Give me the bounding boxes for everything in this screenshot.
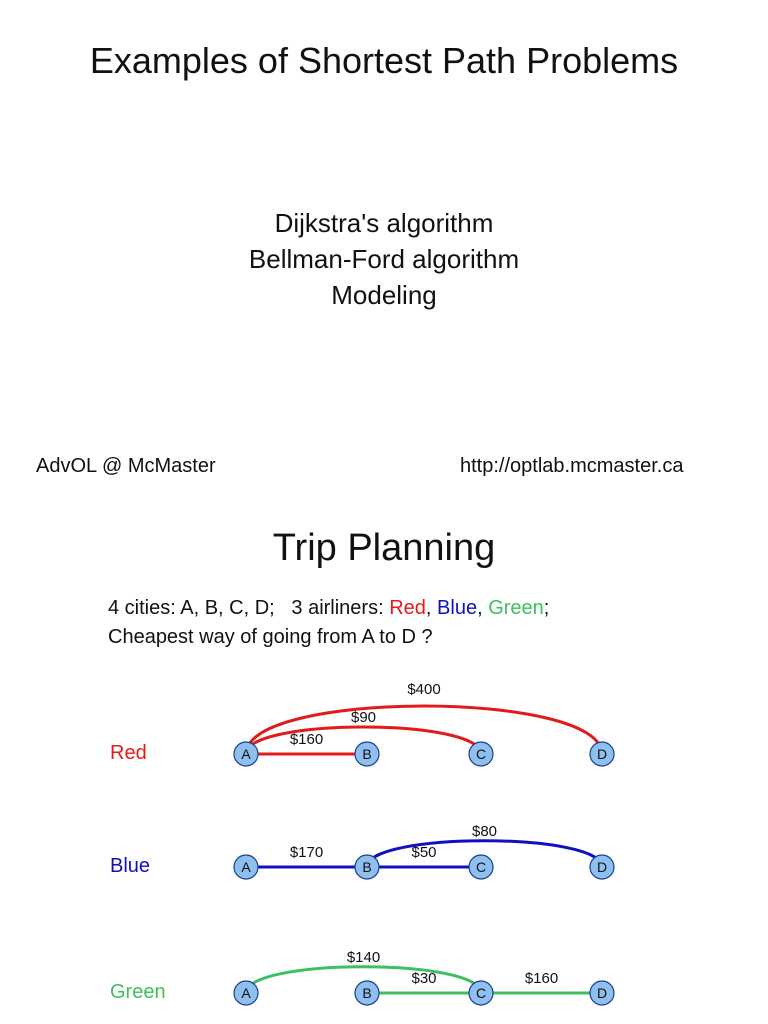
subtitle-line-bellman-ford: Bellman-Ford algorithm	[248, 244, 520, 274]
edge-green-a-c-cost: $140	[346, 949, 381, 966]
edge-red-a-d-cost: $400	[407, 681, 441, 698]
node-label-blue-a: A	[241, 859, 251, 875]
footer-url[interactable]: http://optlab.mcmaster.ca	[460, 455, 684, 477]
edge-blue-a-b-cost: $170	[289, 844, 324, 861]
desc-prefix: 4 cities: A, B, C, D; 3 airliners:	[108, 597, 390, 619]
airline-label-blue: Blue	[110, 855, 151, 877]
node-label-red-a: A	[241, 746, 251, 762]
node-label-green-b: B	[362, 985, 372, 1001]
node-label-red-b: B	[362, 746, 372, 762]
node-label-blue-b: B	[362, 859, 372, 875]
desc-suffix: ;	[543, 597, 550, 619]
edge-red-a-c-cost: $90	[350, 709, 377, 726]
description-line-2: Cheapest way of going from A to D ?	[108, 626, 433, 648]
edge-red-a-b-cost: $160	[289, 731, 324, 748]
subtitle-line-modeling: Modeling	[331, 280, 437, 310]
node-label-blue-d: D	[596, 859, 608, 875]
node-label-blue-c: C	[475, 859, 487, 875]
desc-green: Green	[488, 597, 544, 619]
desc-blue: Blue	[437, 597, 478, 619]
node-label-green-d: D	[596, 985, 608, 1001]
node-label-green-a: A	[241, 985, 251, 1001]
subtitle-line-dijkstra: Dijkstra's algorithm	[274, 208, 494, 238]
edge-green-c-d-cost: $160	[524, 970, 559, 987]
footer-left: AdvOL @ McMaster	[36, 455, 216, 477]
node-label-green-c: C	[475, 985, 487, 1001]
graph-red	[234, 681, 614, 766]
node-label-red-d: D	[596, 746, 608, 762]
node-label-red-c: C	[475, 746, 487, 762]
slide2-title: Trip Planning	[272, 527, 496, 569]
desc-sep2: ,	[477, 597, 489, 619]
airline-label-green: Green	[110, 981, 166, 1003]
edge-blue-b-c-cost: $50	[411, 844, 437, 861]
desc-sep1: ,	[425, 597, 438, 619]
desc-red: Red	[389, 597, 426, 619]
slide1-title: Examples of Shortest Path Problems	[89, 40, 679, 81]
graph-blue	[234, 823, 614, 879]
airline-label-red: Red	[110, 742, 147, 764]
edge-green-b-c-cost: $30	[411, 970, 437, 987]
graph-green	[234, 949, 614, 1005]
edge-blue-b-d-cost: $80	[471, 823, 498, 840]
